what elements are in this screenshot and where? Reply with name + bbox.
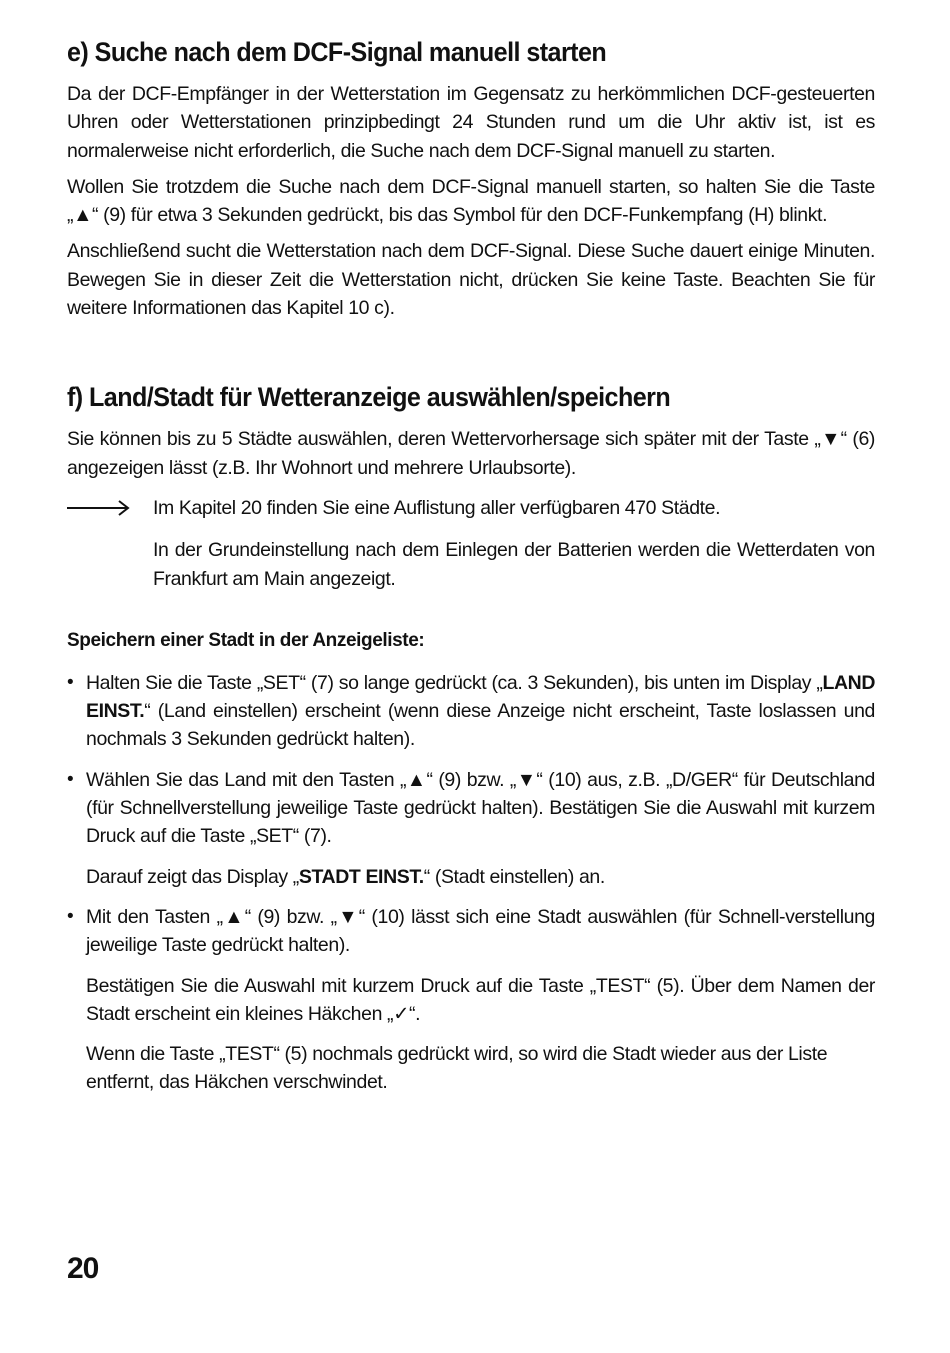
section-e-paragraph-1: Da der DCF-Empfänger in der Wetterstation im Gegensatz zu herkömmlichen DCF-gesteuerten Uhren oder Wetterstationen prinzipbedingt 24 Stunden rund um die Uhr aktiv ist, ist es normalerweise nicht erforderlich, die Suche nach dem DCF-Signal manuell zu starten. xyxy=(67,83,875,162)
section-e-paragraph-2: Wollen Sie trotzdem die Suche nach dem DCF-Signal manuell starten, so halten Sie die Taste „▲“ (9) für etwa 3 Sekunden gedrückt, bis das Symbol für den DCF-Funkempfang (H) blinkt. xyxy=(67,175,875,227)
bullet-icon: • xyxy=(67,671,74,693)
display-text-stadt: STADT EINST. xyxy=(298,865,424,888)
list-item-followup: Bestätigen Sie die Auswahl mit kurzem Druck auf die Taste „TEST“ (5). Über dem Namen der Stadt erscheint ein kleines Häkchen „✓“. xyxy=(86,974,875,1025)
list-item-text: Halten Sie die Taste „SET“ (7) so lange gedrückt (ca. 3 Sekunden), bis unten im Display „LAND EINST.“ (Land einstellen) erscheint (wenn diese Anzeige nicht erscheint, Taste loslassen und nochmals 3 Sekunden gedrückt halten). xyxy=(86,671,875,751)
list-item xyxy=(67,669,875,754)
note-text-1: Im Kapitel 20 finden Sie eine Auflistung aller verfügbaren 470 Städte. xyxy=(153,496,721,519)
bullet-icon: • xyxy=(67,768,74,790)
list-item-text: Wählen Sie das Land mit den Tasten „▲“ (9) bzw. „▼“ (10) aus, z.B. „D/GER“ für Deutschland (für Schnellverstellung jeweilige Taste gedrückt halten). Bestätigen Sie die Auswahl mit kurzem Druck auf die Taste „SET“ (7). xyxy=(86,768,875,848)
list-item xyxy=(67,903,875,960)
arrow-right-icon xyxy=(67,494,153,522)
section-f-paragraph-1: Sie können bis zu 5 Städte auswählen, deren Wettervorhersage sich später mit der Taste „▼“ (6) angezeigen lässt (z.B. Ihr Wohnort und mehrere Urlaubsorte). xyxy=(67,428,875,479)
note-text-2: In der Grundeinstellung nach dem Einlegen der Batterien werden die Wetterdaten von Frankfurt am Main angezeigt. xyxy=(153,539,875,590)
subheading: Speichern einer Stadt in der Anzeigeliste: xyxy=(67,629,425,651)
page-number: 20 xyxy=(67,1252,99,1285)
bullet-icon: • xyxy=(67,905,74,927)
list-item xyxy=(67,766,875,851)
list-item-text: Mit den Tasten „▲“ (9) bzw. „▼“ (10) lässt sich eine Stadt auswählen (für Schnell-verstellung jeweilige Taste gedrückt halten). xyxy=(86,905,875,957)
info-note xyxy=(67,494,875,593)
section-f-heading: f) Land/Stadt für Wetteranzeige auswählen/speichern xyxy=(67,382,671,413)
list-item-followup: Wenn die Taste „TEST“ (5) nochmals gedrückt wird, so wird die Stadt wieder aus der Liste entfernt, das Häkchen verschwindet. xyxy=(86,1043,828,1094)
display-text-land: LAND EINST. xyxy=(86,671,875,723)
section-e-heading: e) Suche nach dem DCF-Signal manuell starten xyxy=(67,37,607,67)
section-e-paragraph-3: Anschließend sucht die Wetterstation nach dem DCF-Signal. Diese Suche dauert einige Minuten. Bewegen Sie in dieser Zeit die Wetterstation nicht, drücken Sie keine Taste. Beachten Sie für weitere Informationen das Kapitel 10 c). xyxy=(67,240,875,320)
list-item-followup: Darauf zeigt das Display „STADT EINST.“ (Stadt einstellen) an. xyxy=(86,865,605,888)
manual-page xyxy=(67,34,875,1109)
